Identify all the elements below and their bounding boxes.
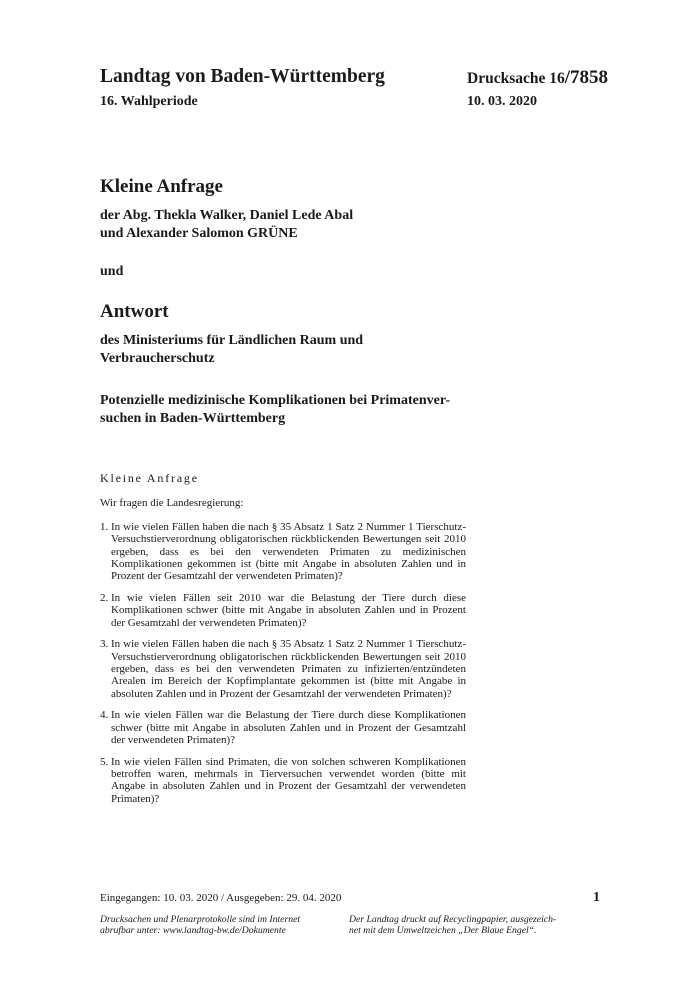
intro-text: Wir fragen die Landesregierung:: [100, 497, 244, 509]
footer-internet-note: [100, 914, 338, 936]
question-text: In wie vielen Fällen haben die nach § 35 Absatz 1 Satz 2 Nummer 1 Tierschutz-Versuchstierverordnung obligatorischen rückblickenden Bewertungen seit 2010 ergeben, dass es bei den verwendeten Primaten zu medizinischen Komplikationen gekommen ist (bitte mit Angabe in absoluten Zahlen und in Prozent der Gesamtzahl der verwendeten Primaten)?: [111, 521, 466, 583]
question-number: 3.: [100, 638, 109, 651]
document-date: 10. 03. 2020: [467, 94, 537, 109]
question-text: In wie vielen Fällen seit 2010 war die Belastung der Tiere durch diese Komplikationen schwer (bitte mit Angabe in absoluten Zahlen und in Prozent der Gesamtzahl der verwendeten Primaten)?: [111, 591, 466, 629]
question-number: 1.: [100, 521, 109, 533]
question-text: In wie vielen Fällen sind Primaten, die von solchen schweren Komplikationen betroffen waren, mehrmals in Tierversuchen verwendet worden (bitte mit Angabe in absoluten Zahlen und in Prozent der Gesamtzahl der verwendeten Primaten)?: [111, 755, 466, 805]
section-label: Kleine Anfrage: [100, 471, 199, 485]
ministry-line-1: des Ministeriums für Ländlichen Raum und: [100, 333, 364, 348]
question-item: [100, 756, 466, 805]
footer-left-line-2: abrufbar unter: www.landtag-bw.de/Dokumente: [100, 925, 286, 936]
inquiry-authors: [100, 207, 430, 243]
question-text: In wie vielen Fällen haben die nach § 35 Absatz 1 Satz 2 Nummer 1 Tierschutz-Versuchstierverordnung obligatorischen rückblickenden Bewertungen seit 2010 ergeben, dass es bei den verwendeten Primaten zu infizierten/entzündeten Arealen im Bereich der Kopfimplantate gekommen ist (bitte mit Angabe in absoluten Zahlen und in Prozent der Gesamtzahl der verwendeten Primaten)?: [111, 638, 466, 700]
authors-line-1: der Abg. Thekla Walker, Daniel Lede Abal: [100, 208, 354, 223]
question-item: [100, 709, 466, 746]
footer-recycling-note: [349, 914, 599, 936]
question-number: 2.: [100, 591, 109, 604]
ministry-line-2: Verbraucherschutz: [100, 351, 215, 366]
answering-ministry: [100, 332, 420, 368]
received-issued-dates: Eingegangen: 10. 03. 2020 / Ausgegeben: 29. 04. 2020: [100, 892, 342, 904]
footer-right-line-1: Der Landtag druckt auf Recyclingpapier, ausgezeich-: [349, 914, 557, 925]
answer-heading: Antwort: [100, 301, 169, 322]
subject-line-1: Potenzielle medizinische Komplikationen bei Primatenver-: [100, 393, 451, 408]
inquiry-heading: Kleine Anfrage: [100, 176, 223, 197]
question-item: [100, 592, 466, 629]
document-slash: /: [564, 67, 571, 88]
question-text: In wie vielen Fällen war die Belastung der Tiere durch diese Komplikationen schwer (bitte mit Angabe in absoluten Zahlen und in Prozent der Gesamtzahl der verwendeten Primaten)?: [111, 709, 466, 746]
question-item: [100, 638, 466, 699]
connector-text: und: [100, 264, 124, 279]
document-prefix: Drucksache 16: [467, 70, 565, 87]
question-number: 4.: [100, 709, 109, 722]
authors-line-2: und Alexander Salomon GRÜNE: [100, 226, 298, 241]
document-number-value: 7858: [570, 67, 609, 88]
document-number: [467, 67, 608, 89]
footer-right-line-2: net mit dem Umweltzeichen „Der Blaue Engel“.: [349, 925, 537, 936]
subject-line-2: suchen in Baden-Württemberg: [100, 411, 286, 426]
footer-left-line-1: Drucksachen und Plenarprotokolle sind im Internet: [100, 914, 301, 925]
question-number: 5.: [100, 755, 109, 768]
legislative-period: 16. Wahlperiode: [100, 94, 198, 109]
document-subject: [100, 392, 462, 428]
parliament-title: Landtag von Baden-Württemberg: [100, 66, 385, 87]
questions-list: [100, 521, 466, 814]
page-number: 1: [593, 890, 600, 905]
question-item: [100, 521, 466, 582]
